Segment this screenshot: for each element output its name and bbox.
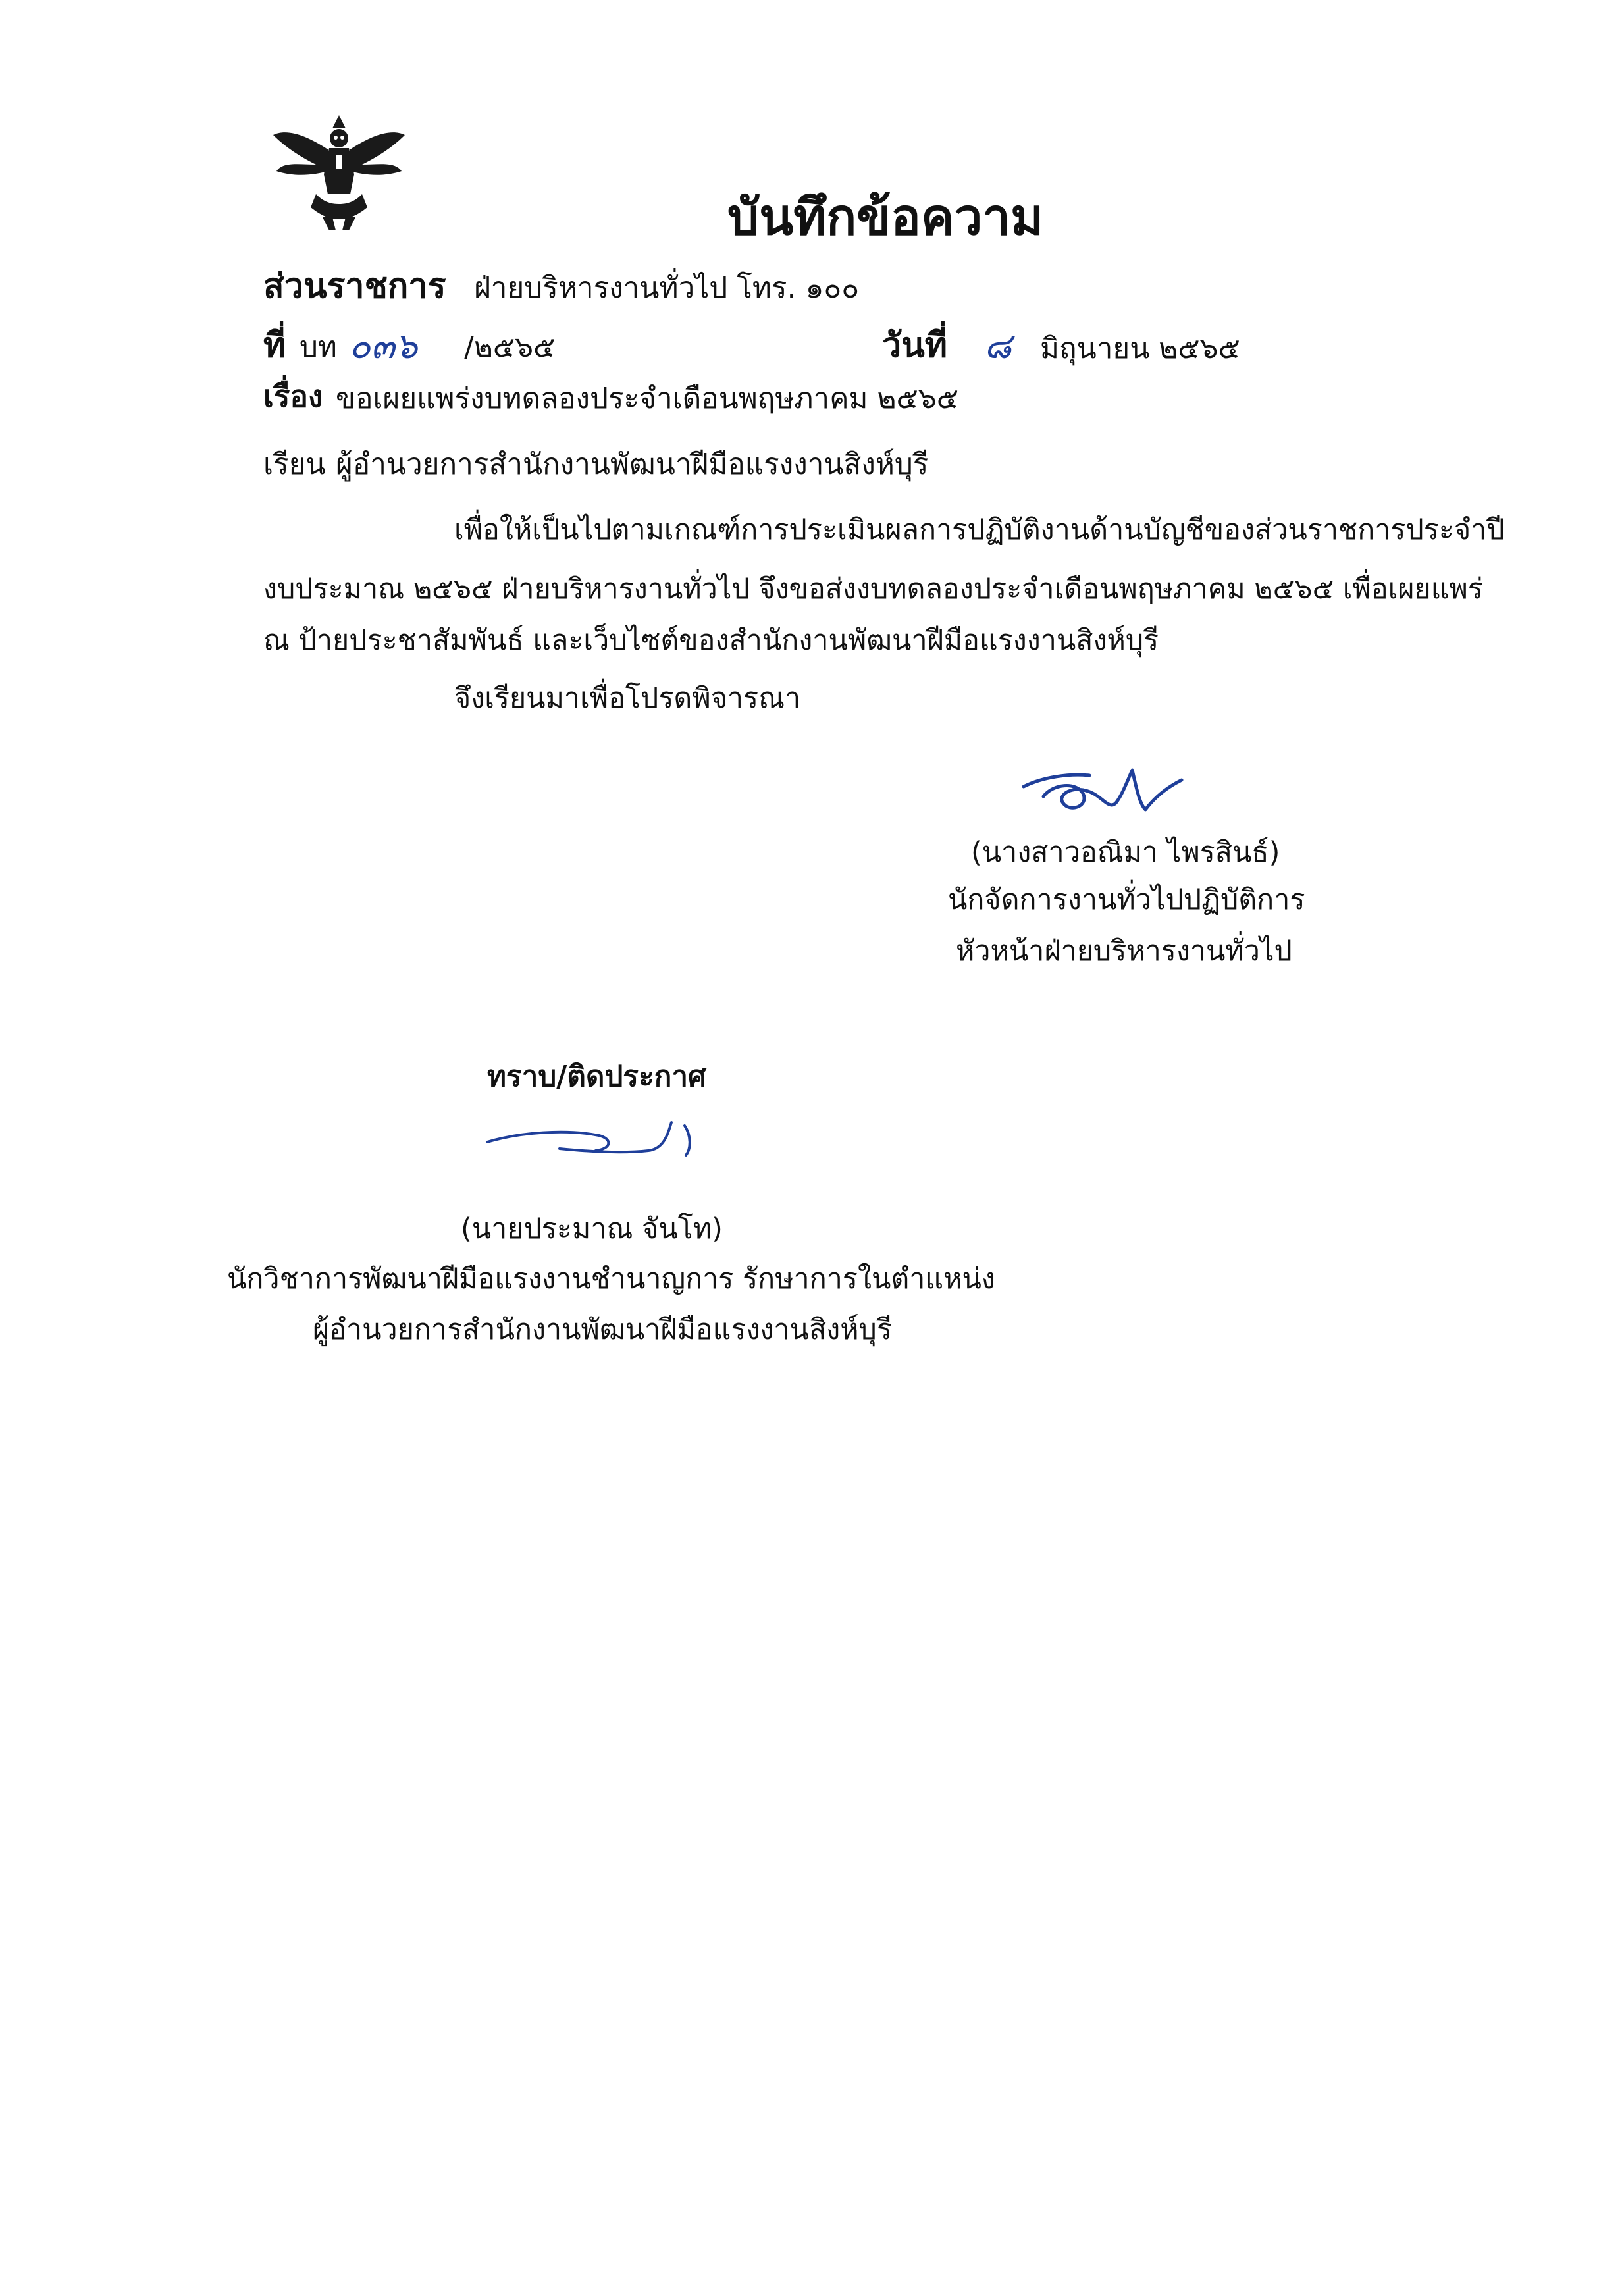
- approver-name: (นายประมาณ จันโท): [461, 1213, 723, 1245]
- ref-year: /๒๕๖๕: [464, 330, 556, 364]
- to-value: ผู้อำนวยการสำนักงานพัฒนาฝีมือแรงงานสิงห์บุรี: [336, 448, 929, 481]
- subject-label: เรื่อง: [263, 378, 323, 414]
- department-label: ส่วนราชการ: [263, 267, 446, 306]
- subject-value: ขอเผยแพร่งบทดลองประจำเดือนพฤษภาคม ๒๕๖๕: [336, 382, 959, 415]
- ref-label: ที่: [263, 326, 286, 365]
- garuda-emblem-icon: [270, 109, 408, 234]
- body-line-1: เพื่อให้เป็นไปตามเกณฑ์การประเมินผลการปฏิบัติงานด้านบัญชีของส่วนราชการประจำปี: [454, 513, 1505, 546]
- body-line-2: งบประมาณ ๒๕๖๕ ฝ่ายบริหารงานทั่วไป จึงขอส่งงบทดลองประจำเดือนพฤษภาคม ๒๕๖๕ เพื่อเผยแพร่: [263, 573, 1483, 606]
- signer-position-1: นักจัดการงานทั่วไปปฏิบัติการ: [948, 883, 1305, 916]
- handwritten-signature-icon: [481, 1112, 724, 1172]
- approver-position-1: นักวิชาการพัฒนาฝีมือแรงงานชำนาญการ รักษาการในตำแหน่ง: [227, 1263, 995, 1295]
- signer-name: (นางสาวอณิมา ไพรสินธ์): [971, 836, 1280, 869]
- date-label: วันที่: [882, 326, 948, 365]
- body-closing: จึงเรียนมาเพื่อโปรดพิจารณา: [454, 682, 801, 715]
- approver-position-2: ผู้อำนวยการสำนักงานพัฒนาฝีมือแรงงานสิงห์บุรี: [313, 1313, 892, 1346]
- ref-number: ๐๓๖: [349, 325, 418, 367]
- approval-label: ทราบ/ติดประกาศ: [487, 1060, 706, 1093]
- body-line-3: ณ ป้ายประชาสัมพันธ์ และเว็บไซต์ของสำนักงานพัฒนาฝีมือแรงงานสิงห์บุรี: [263, 624, 1159, 657]
- to-label: เรียน: [263, 448, 326, 481]
- date-day: ๘: [984, 325, 1012, 367]
- handwritten-signature-icon: [1017, 757, 1188, 829]
- date-month-year: มิถุนายน ๒๕๖๕: [1040, 332, 1240, 365]
- page-title: บันทึกข้อความ: [727, 188, 1044, 246]
- department-value: ฝ่ายบริหารงานทั่วไป โทร. ๑๐๐: [474, 271, 860, 305]
- signer-position-2: หัวหน้าฝ่ายบริหารงานทั่วไป: [956, 935, 1292, 968]
- ref-prefix: บท: [300, 330, 337, 364]
